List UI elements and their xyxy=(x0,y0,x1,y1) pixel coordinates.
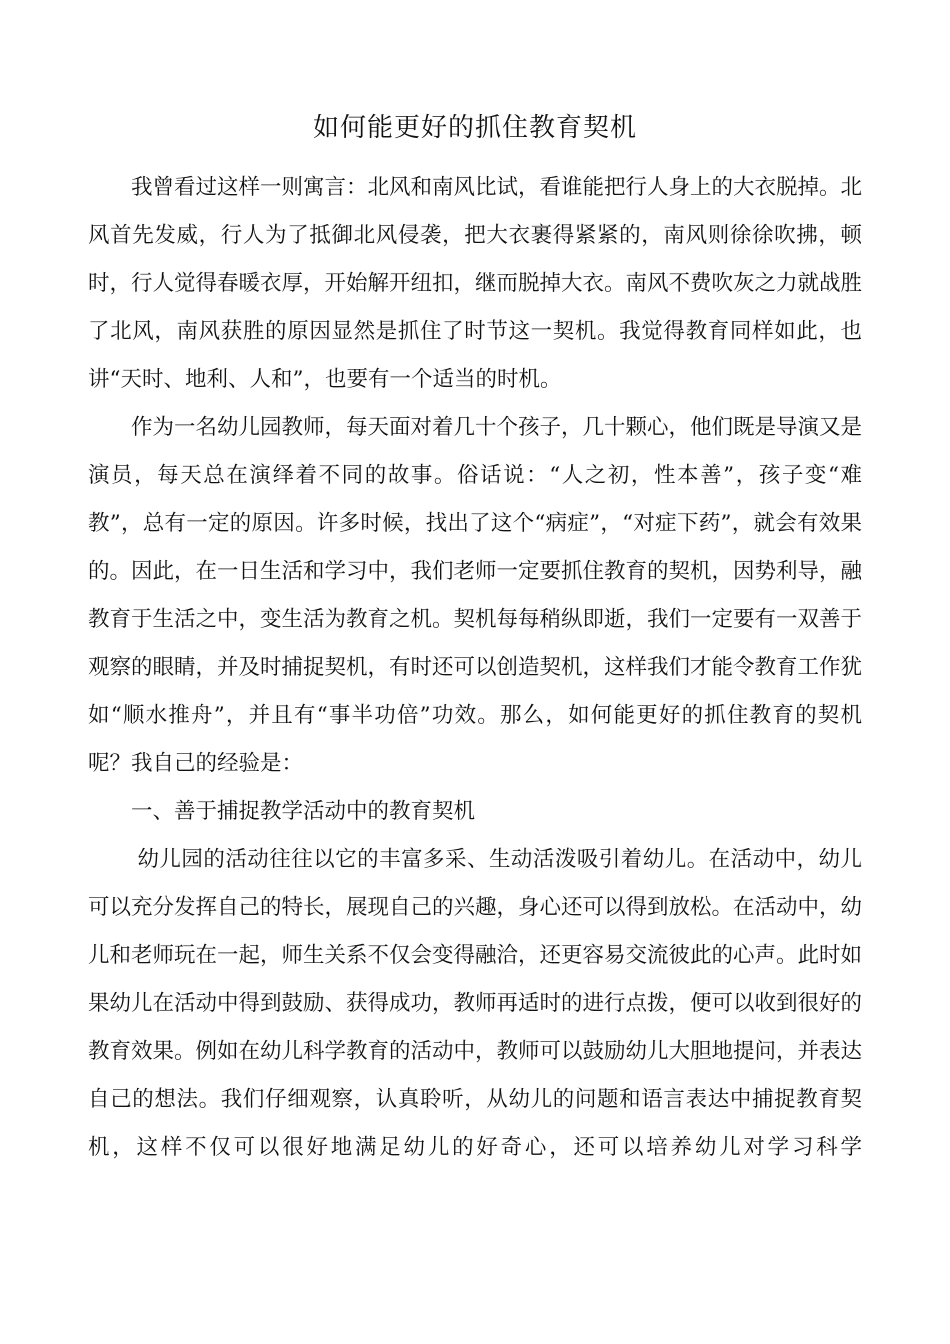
section-heading: 一、善于捕捉教学活动中的教育契机 xyxy=(131,799,476,824)
paragraph-teacher-role: 作为一名幼儿园教师，每天面对着几十个孩子，几十颗心，他们既是导演又是演员，每天总在演绎着不同的故事。俗话说：“人之初，性本善”，孩子变“难教”，总有一定的原因。许多时候，找出了这个“病症”，“对症下药”，就会有效果的。因此，在一日生活和学习中，我们老师一定要抓住教育的契机，因势利导，融教育于生活之中，变生活为教育之机。契机每每稍纵即逝，我们一定要有一双善于观察的眼睛，并及时捕捉契机，有时还可以创造契机，这样我们才能令教育工作犹如“顺水推舟”，并且有“事半功倍”功效。那么，如何能更好的抓住教育的契机呢？我自己的经验是： xyxy=(88,415,863,776)
document-body xyxy=(88,164,862,1172)
paragraph-fable: 我曾看过这样一则寓言：北风和南风比试，看谁能把行人身上的大衣脱掉。北风首先发威，行人为了抵御北风侵袭，把大衣裹得紧紧的，南风则徐徐吹拂，顿时，行人觉得春暖衣厚，开始解开纽扣，继而脱掉大衣。南风不费吹灰之力就战胜了北风，南风获胜的原因显然是抓住了时节这一契机。我觉得教育同样如此，也讲“天时、地利、人和”，也要有一个适当的时机。 xyxy=(88,175,863,392)
document-title: 如何能更好的抓住教育契机 xyxy=(312,113,637,143)
paragraph-activities: 幼儿园的活动往往以它的丰富多采、生动活泼吸引着幼儿。在活动中，幼儿可以充分发挥自己的特长，展现自己的兴趣，身心还可以得到放松。在活动中，幼儿和老师玩在一起，师生关系不仅会变得融洽，还更容易交流彼此的心声。此时如果幼儿在活动中得到鼓励、获得成功，教师再适时的进行点拨，便可以收到很好的教育效果。例如在幼儿科学教育的活动中，教师可以鼓励幼儿大胆地提问，并表达自己的想法。我们仔细观察，认真聆听，从幼儿的问题和语言表达中捕捉教育契机，这样不仅可以很好地满足幼儿的好奇心，还可以培养幼儿对学习科学 xyxy=(88,847,863,1160)
